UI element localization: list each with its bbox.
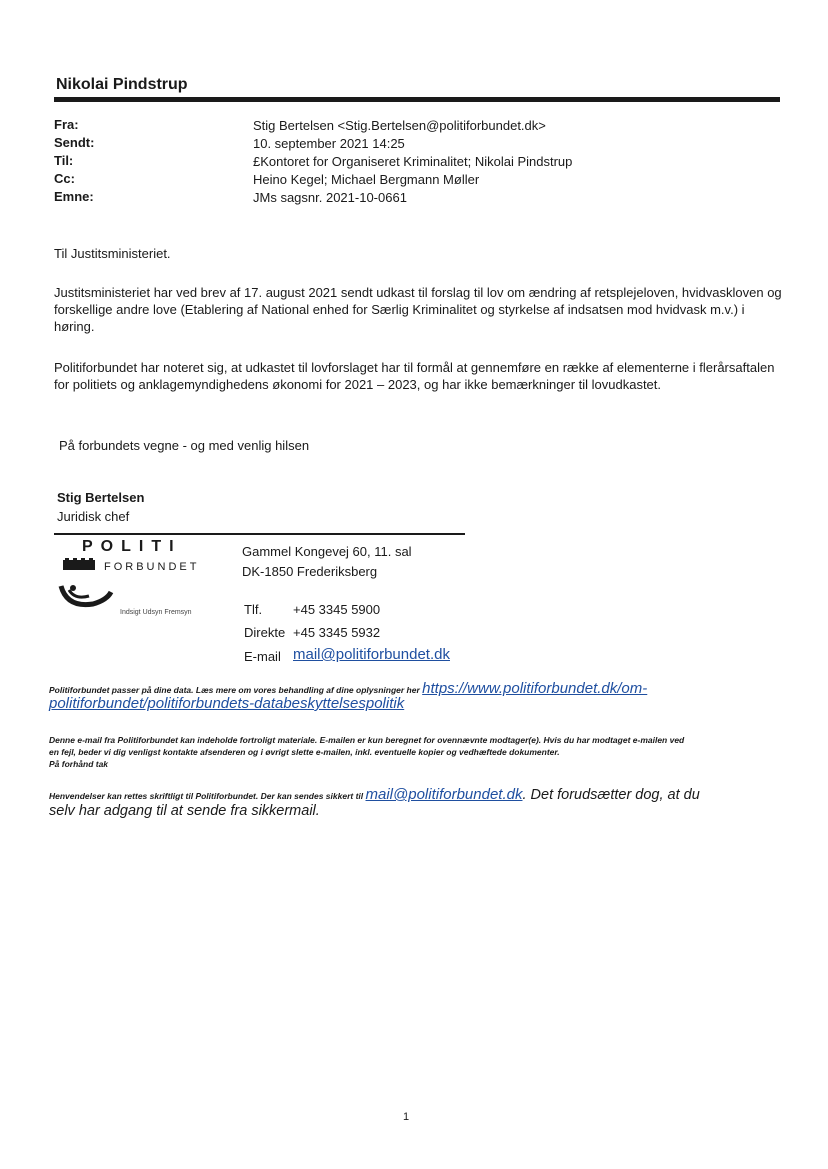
phone-label: Tlf. — [244, 602, 263, 617]
inquiry-notice — [49, 786, 769, 803]
body-paragraph-2: Politiforbundet har noteret sig, at udkastet til lovforslaget har til formål at gennemføre en række af elementerne i flerårsaftalen for politiets og anklagemyndighedens økonomi for 2021 – 2023, og har ikke bemærkninger til lovudkastet. — [54, 360, 775, 392]
email-link[interactable]: mail@politiforbundet.dk — [293, 646, 450, 663]
logo-forbundet-text: FORBUNDET — [104, 561, 200, 573]
greeting: Til Justitsministeriet. — [54, 246, 171, 261]
signature-divider — [54, 533, 465, 535]
privacy-text: Politiforbundet passer på dine data. Læs mere om vores behandling af dine oplysninger her — [49, 685, 420, 695]
privacy-link-part-1[interactable]: https://www.politiforbundet.dk/om- — [422, 680, 648, 697]
body-paragraph-1: Justitsministeriet har ved brev af 17. august 2021 sendt udkast til forslag til lov om ændring af retsplejeloven, hvidvaskloven og forskellige andre love (Etablering af National enhed for Særlig Kriminalitet og styrkelse af indsatsen mod hvidvask m.v.) i høring. — [54, 285, 782, 334]
subject-label: Emne: — [54, 189, 94, 204]
signature-name: Stig Bertelsen — [57, 490, 145, 505]
sender-name-header: Nikolai Pindstrup — [56, 76, 188, 93]
address-line-2: DK-1850 Frederiksberg — [242, 564, 378, 579]
privacy-link-line-2 — [49, 695, 769, 712]
confidential-line-2: en fejl, beder vi dig venligst kontakte afsenderen og i øvrigt slette e-mailen, inkl. eventuelle kopier og vedhæftede dokumenter. — [49, 747, 560, 757]
signature-title: Juridisk chef — [57, 509, 130, 524]
from-label: Fra: — [54, 117, 79, 132]
inquiry-tail: . Det forudsætter dog, at du — [522, 787, 700, 803]
from-value: Stig Bertelsen <Stig.Bertelsen@politiforbundet.dk> — [253, 118, 546, 133]
subject-value: JMs sagsnr. 2021-10-0661 — [253, 190, 407, 205]
direct-label: Direkte — [244, 625, 286, 640]
cc-value: Heino Kegel; Michael Bergmann Møller — [253, 172, 480, 187]
privacy-link-part-2[interactable]: politiforbundet/politiforbundets-databeskyttelsespolitik — [49, 695, 405, 712]
address-line-1: Gammel Kongevej 60, 11. sal — [242, 544, 412, 559]
email-label: E-mail — [244, 649, 281, 664]
closing-line: På forbundets vegne - og med venlig hilsen — [59, 438, 310, 453]
to-value: £Kontoret for Organiseret Kriminalitet; Nikolai Pindstrup — [253, 154, 573, 169]
inquiry-email-link[interactable]: mail@politiforbundet.dk — [365, 786, 523, 803]
to-label: Til: — [54, 153, 74, 168]
logo-politi-text: POLITI — [82, 538, 182, 555]
sent-value: 10. september 2021 14:25 — [253, 136, 405, 151]
politiforbundet-logo-icon — [57, 558, 117, 620]
direct-value: +45 3345 5932 — [293, 625, 381, 640]
inquiry-tail-line-2: selv har adgang til at sende fra sikkermail. — [49, 803, 320, 819]
header-divider — [54, 97, 780, 102]
cc-label: Cc: — [54, 171, 75, 186]
logo-tagline: Indsigt Udsyn Fremsyn — [120, 609, 192, 616]
phone-value: +45 3345 5900 — [293, 602, 381, 617]
sent-label: Sendt: — [54, 135, 95, 150]
inquiry-text: Henvendelser kan rettes skriftligt til Politiforbundet. Der kan sendes sikkert til — [49, 791, 364, 801]
confidential-line-3: På forhånd tak — [49, 759, 109, 769]
page-number: 1 — [403, 1111, 410, 1123]
confidential-line-1: Denne e-mail fra Politiforbundet kan indeholde fortroligt materiale. E-mailen er kun beregnet for ovennævnte modtager(e). Hvis du har modtaget e-mailen ved — [49, 735, 685, 745]
